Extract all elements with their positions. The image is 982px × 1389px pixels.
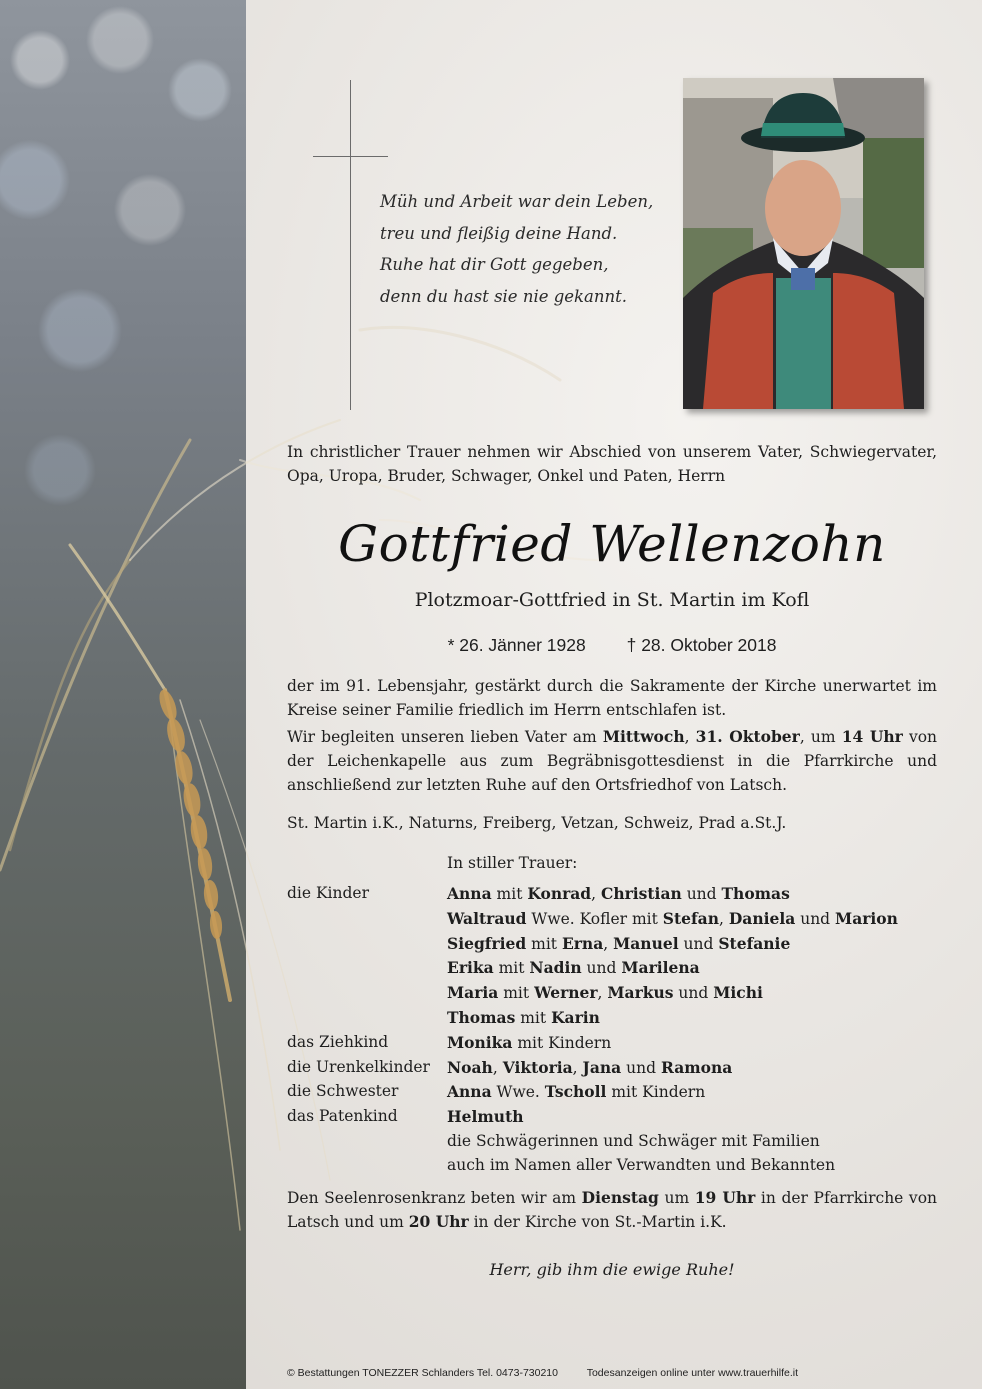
funeral-time: 14 Uhr xyxy=(841,727,903,746)
family-row xyxy=(287,907,898,932)
poem-line: Ruhe hat dir Gott gegeben, xyxy=(380,255,609,274)
family-name: Jana xyxy=(582,1057,622,1077)
relation-label xyxy=(287,932,447,957)
family-names xyxy=(447,932,790,957)
funeral-date: 31. Oktober xyxy=(695,727,800,746)
family-list xyxy=(287,882,898,1178)
funeral-text: von der Leichenkapelle aus zum Begräbnisgottesdienst in die Pfarrkirche und anschließend zur letzten Ruhe auf den Ortsfriedhof von Latsch. xyxy=(287,728,938,794)
family-text: und xyxy=(678,934,719,953)
family-name: Stefanie xyxy=(718,933,791,953)
life-dates xyxy=(287,635,937,656)
family-name: Manuel xyxy=(613,933,679,953)
portrait-photo xyxy=(683,78,924,409)
poem-line: denn du hast sie nie gekannt. xyxy=(380,286,628,306)
family-text: Wwe. xyxy=(491,1083,545,1102)
family-name: Daniela xyxy=(728,908,796,928)
funeral-day: Mittwoch xyxy=(602,727,685,746)
family-names xyxy=(447,1056,732,1081)
poem-line: treu und fleißig deine Hand. xyxy=(380,223,618,243)
rosary-time: 20 Uhr xyxy=(408,1212,469,1231)
family-name: Stefan xyxy=(662,908,719,928)
family-name: Werner xyxy=(534,983,598,1003)
family-row xyxy=(287,932,898,957)
rosary-day: Dienstag xyxy=(581,1188,659,1207)
cross-horizontal xyxy=(313,156,388,157)
family-text: und xyxy=(621,1058,661,1077)
family-name: Konrad xyxy=(527,884,592,903)
rosary-text: in der Kirche von St.-Martin i.K. xyxy=(468,1213,727,1231)
family-name: Waltraud xyxy=(447,908,527,928)
family-row xyxy=(287,1056,898,1081)
family-row xyxy=(287,956,898,981)
footer-website: Todesanzeigen online unter www.trauerhilfe.it xyxy=(586,1367,799,1379)
family-name: Anna xyxy=(447,1082,492,1102)
family-text: , xyxy=(718,909,729,928)
family-text: Wwe. Kofler mit xyxy=(526,909,663,928)
family-row xyxy=(287,1006,898,1031)
family-names xyxy=(447,981,763,1006)
poem-line: Müh und Arbeit war dein Leben, xyxy=(380,192,654,211)
family-text: mit xyxy=(493,959,530,978)
family-name: Siegfried xyxy=(447,933,527,953)
mourning-heading: In stiller Trauer: xyxy=(447,854,578,872)
relation-label xyxy=(287,1006,447,1031)
footer xyxy=(287,1367,824,1379)
family-names xyxy=(447,1006,600,1031)
family-row xyxy=(287,1130,898,1154)
places-list: St. Martin i.K., Naturns, Freiberg, Vetzan, Schweiz, Prad a.St.J. xyxy=(287,814,787,832)
family-names xyxy=(447,956,700,981)
birth-date: * 26. Jänner 1928 xyxy=(447,635,586,655)
family-names xyxy=(447,1105,524,1130)
rosary-text: in der Pfarrkirche von Latsch und um xyxy=(287,1189,938,1231)
family-name: Marilena xyxy=(621,958,700,978)
background-photo-panel xyxy=(0,0,246,1389)
family-text: mit xyxy=(491,885,528,903)
intro-text: In christlicher Trauer nehmen wir Abschied von unserem Vater, Schwiegervater, Opa, Uropa, Bruder, Schwager, Onkel und Paten, Herrn xyxy=(287,443,937,485)
family-name: Helmuth xyxy=(447,1107,524,1127)
funeral-info xyxy=(287,725,937,797)
closing-prayer: Herr, gib ihm die ewige Ruhe! xyxy=(489,1260,735,1279)
family-text: , xyxy=(603,934,614,953)
family-row xyxy=(287,882,898,907)
family-text: mit Kindern xyxy=(606,1083,706,1102)
deceased-name: Gottfried Wellenzohn xyxy=(338,515,886,573)
rosary-text: um xyxy=(658,1189,695,1207)
family-name: Markus xyxy=(607,983,674,1003)
rosary-time: 19 Uhr xyxy=(694,1188,756,1207)
death-notice: der im 91. Lebensjahr, gestärkt durch die Sakramente der Kirche unerwartet im Kreise seiner Familie friedlich im Herrn entschlafen ist. xyxy=(287,677,937,719)
family-name: Tscholl xyxy=(544,1082,607,1102)
family-text: , xyxy=(591,885,602,903)
relation-label xyxy=(287,1154,447,1178)
funeral-text: , xyxy=(684,728,696,746)
family-name: Ramona xyxy=(660,1057,733,1077)
family-text: und xyxy=(581,959,622,978)
family-name: Michi xyxy=(713,983,763,1003)
family-name: Noah xyxy=(447,1057,493,1077)
relation-label xyxy=(287,981,447,1006)
family-row xyxy=(287,981,898,1006)
family-text: , xyxy=(492,1058,503,1077)
family-row xyxy=(287,1154,898,1178)
family-names xyxy=(447,1154,835,1178)
nickname: Plotzmoar-Gottfried in St. Martin im Kofl xyxy=(414,589,810,611)
family-names xyxy=(447,882,790,907)
family-text: , xyxy=(597,984,608,1003)
family-name: Monika xyxy=(447,1032,513,1052)
relation-label: das Patenkind xyxy=(287,1107,398,1126)
family-name: Thomas xyxy=(447,1007,516,1027)
funeral-text: Wir begleiten unseren lieben Vater am xyxy=(287,728,603,746)
relation-label: die Kinder xyxy=(287,884,370,902)
family-text: und xyxy=(673,984,714,1003)
family-names xyxy=(447,907,898,932)
family-name: Nadin xyxy=(529,958,582,978)
family-name: Karin xyxy=(551,1007,600,1027)
family-text: mit Kindern xyxy=(512,1033,612,1052)
family-names xyxy=(447,1130,820,1154)
funeral-text: , um xyxy=(799,728,842,746)
family-text: , xyxy=(572,1058,583,1077)
family-name: Viktoria xyxy=(502,1057,573,1077)
relation-label xyxy=(287,907,447,932)
footer-funeral-home: © Bestattungen TONEZZER Schlanders Tel. 0473-730210 xyxy=(287,1367,558,1379)
family-row xyxy=(287,1031,898,1056)
family-text: und xyxy=(795,909,836,928)
memorial-poem xyxy=(380,186,653,312)
family-text: auch im Namen aller Verwandten und Bekannten xyxy=(447,1155,836,1174)
family-names xyxy=(447,1080,705,1105)
family-names xyxy=(447,1031,611,1056)
family-row xyxy=(287,1105,898,1130)
relation-label: die Urenkelkinder xyxy=(287,1057,430,1076)
family-name: Maria xyxy=(447,983,499,1003)
family-row xyxy=(287,1080,898,1105)
family-text: mit xyxy=(498,984,535,1003)
relation-label: die Schwester xyxy=(287,1082,399,1101)
family-name: Thomas xyxy=(721,884,790,903)
relation-label xyxy=(287,1130,447,1154)
family-name: Christian xyxy=(601,884,682,903)
rosary-text: Den Seelenrosenkranz beten wir am xyxy=(287,1189,582,1207)
relation-label: das Ziehkind xyxy=(287,1032,389,1051)
family-text: mit xyxy=(515,1008,552,1027)
death-date: † 28. Oktober 2018 xyxy=(626,635,777,655)
family-name: Marion xyxy=(835,908,898,928)
family-name: Erika xyxy=(447,958,494,978)
rosary-info xyxy=(287,1186,937,1234)
family-text: und xyxy=(681,885,722,903)
family-name: Anna xyxy=(447,884,492,903)
family-text: die Schwägerinnen und Schwäger mit Familien xyxy=(447,1131,820,1150)
family-text: mit xyxy=(526,934,562,953)
relation-label xyxy=(287,956,447,981)
cross-vertical xyxy=(350,80,351,410)
family-name: Erna xyxy=(561,933,604,953)
